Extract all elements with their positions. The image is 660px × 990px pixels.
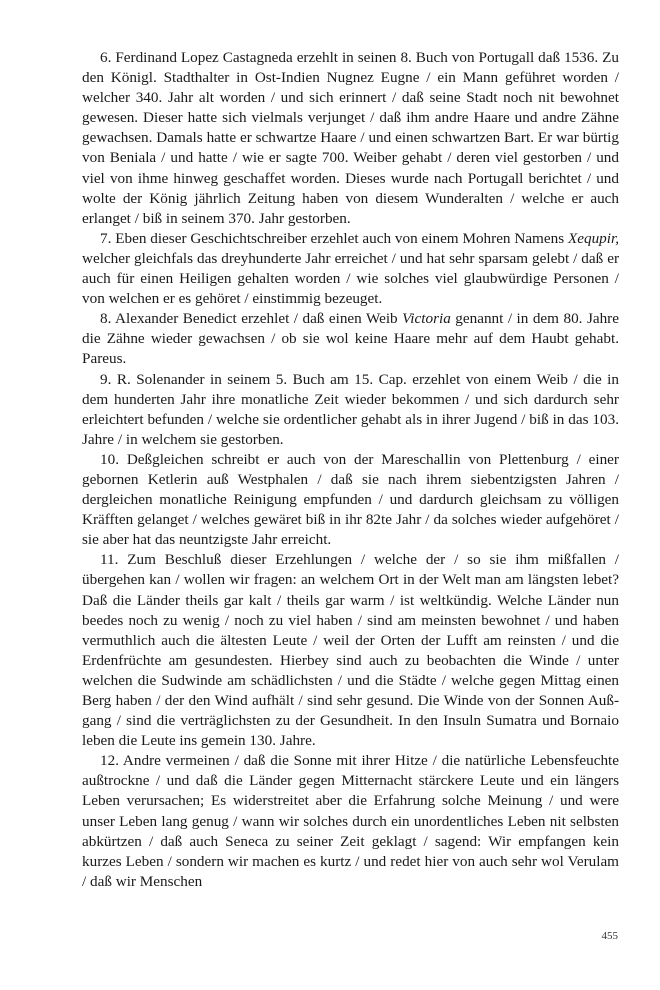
text-run: 7. Eben dieser Geschichtschreiber erzehlet auch von einem Mohren Namens (100, 229, 568, 247)
text-run: 10. Deßgleichen schreibt er auch von der Mareschallin von Plettenburg / einer gebornen Ketlerin auß Westphalen / daß sie nach ihrem siebentzigsten Jahren / dergleichen monatliche Reinigung empfunden / und dardurch gleichsam zu völligen Kräfften gelanget / welches gewäret biß in ihr 82te Jahr / da solches wieder aufgehöret / sie aber hat das neuntzigste Jahr erreicht. (82, 450, 619, 549)
italic-name: Victoria (402, 310, 451, 328)
text-run: 12. Andre vermeinen / daß die Sonne mit ihrer Hitze / die natürliche Lebensfeuchte außtrockne / und daß die Länder gegen Mitternacht stärckere Leute und ein längers Leben verursachen; Es widerstreitet aber die Erfahrung solche Meinung / und were unser Leben lang genug / wann wir solches durch ein unordentliches Leben nit selbsten abkürtzen / daß auch Seneca zu seiner Zeit geklagt / sagend: Wir empfangen kein kurzes Leben / sondern wir machen es kurtz / und redet hier von auch sehr wol Verulam / daß wir Menschen (82, 752, 619, 890)
text-run: 9. R. Solenander in seinem 5. Buch am 15. Cap. erzehlet von einem Weib / die in dem hunderten Jahr ihre monatliche Zeit wieder bekommen / und sich dardurch sehr erleichtert befunden / welche sie ordentlicher gehabt als in ihrer Jugend / biß in das 103. Jahre / in welchem sie gestorben. (82, 370, 619, 448)
text-run: genannt / in dem 80. Jahre die Zähne wieder gewachsen / ob sie wol keine Haare mehr auf dem Haubt gehabt. Pareus. (82, 310, 619, 368)
text-run: welcher gleichfals das dreyhunderte Jahr erreichet / und hat sehr sparsam gelebt / daß er auch für einen Heiligen gehalten worden / wie solches viel glaubwürdige Personen / von welchen er es gehöret / einstimmig bezeuget. (82, 249, 619, 308)
text-run: 8. Alexander Benedict erzehlet / daß einen Weib (100, 310, 403, 328)
italic-name: Xequpir, (567, 229, 619, 247)
paragraph-10 (82, 450, 619, 550)
paragraph-7 (82, 229, 619, 309)
page-number: 455 (601, 930, 618, 942)
body-text (82, 48, 619, 892)
paragraph-11 (82, 550, 619, 751)
paragraph-9 (82, 370, 619, 450)
paragraph-12 (82, 751, 619, 892)
text-run: 11. Zum Beschluß dieser Erzehlungen / welche der / so sie ihm mißfallen / übergehen kan / wollen wir fragen: an welchem Ort in der Welt man am längsten lebet? Daß die Länder theils gar kalt / theils gar warm / ist weltkündig. Welche Länder nun beedes noch zu wenig / noch zu viel haben / sind am meinsten bewohnet / und haben vermuthlich auch die ältesten Leute / weil der Orten der Lufft am reinsten / und die Erdenfrüchte am gesundesten. Hierbey sind auch zu beobachten die Winde / unter welchen die Sudwinde am schädlichsten / und die Städte / welche gegen Mittag einen Berg haben / der den Wind aufhält / sind sehr gesund. Die Winde von der Sonnen Außgang / sind die verträglichsten zu der Gesundheit. In den Insuln Sumatra und Bornaio leben die Leute ins gemein 130. Jahre. (82, 551, 619, 750)
paragraph-6 (82, 48, 619, 229)
paragraph-8 (82, 309, 619, 369)
text-run: 6. Ferdinand Lopez Castagneda erzehlt in seinen 8. Buch von Portugall daß 1536. Zu den Königl. Stadthalter in Ost-Indien Nugnez Eugne / ein Mann geführet worden / welcher 340. Jahr alt worden / und sich erinnert / daß seine Stadt noch nit bewohnet gewesen. Dieser hatte sich vielmals verjunget / daß ihm andre Haare und andre Zähne gewachsen. Damals hatte er schwartze Haare / und einen schwartzen Bart. Er war bürtig von Beniala / und hatte / wie er sagte 700. Weiber gehabt / deren viel gestorben / und viel von ihme hinweg geschaffet worden. Dieses wurde nach Portugall berichtet / und wolte der König jährlich Zeitung haben von diesem Wunderalten / welche er auch erlanget / biß in seinem 370. Jahr gestorben. (82, 49, 619, 227)
